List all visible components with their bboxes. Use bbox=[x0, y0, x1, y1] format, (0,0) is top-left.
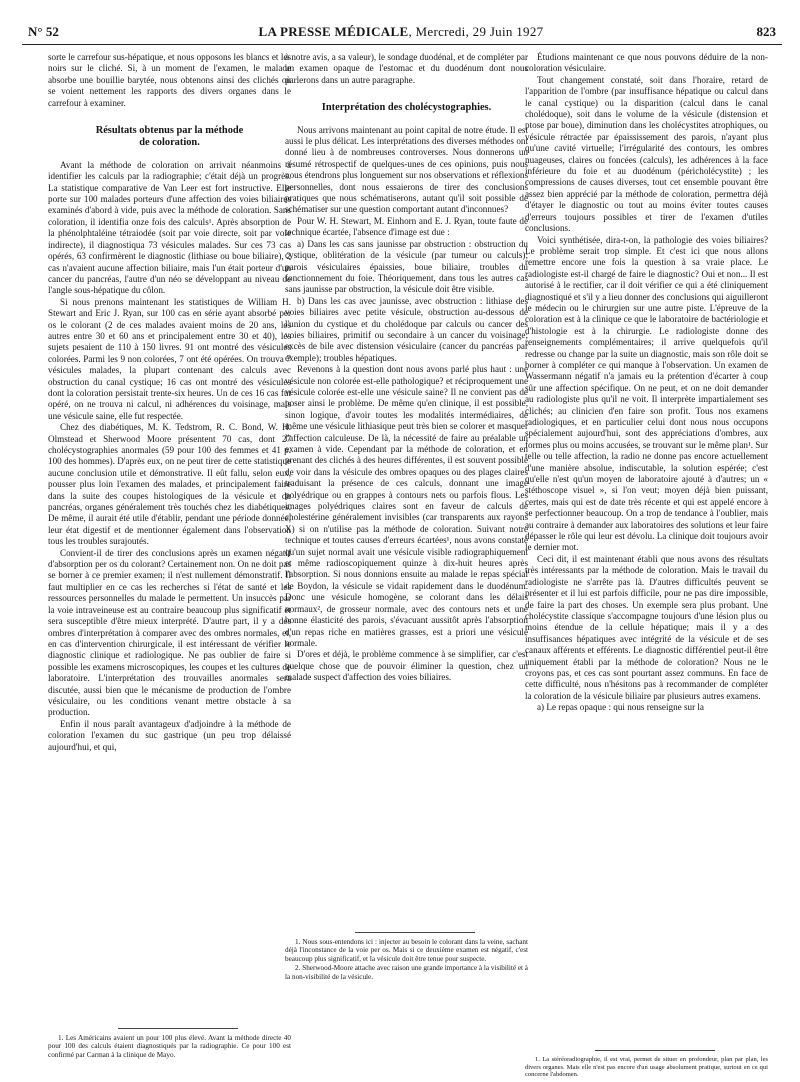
paragraph: a) Le repas opaque : qui nous renseigne sur la bbox=[537, 702, 704, 713]
page-header bbox=[22, 22, 780, 44]
section-heading-resultats: Résultats obtenus par la méthode de coloration. bbox=[95, 125, 244, 149]
header-rule bbox=[22, 44, 782, 45]
footnotes-column-1 bbox=[48, 1028, 291, 1060]
column-1 bbox=[48, 52, 291, 753]
paragraph: a) Dans les cas sans jaunisse par obstruction : obstruction du cystique, oblitération de la vésicule (par tumeur ou calculs); parois vésiculaires épaissies, boue biliaire, troubles du fonctionnement du foie. Théoriquement, dans tous les autres cas sans jaunisse par obstruction, la vésicule doit être visible. bbox=[285, 238, 528, 295]
paragraph: Revenons à la question dont nous avons parlé plus haut : une vésicule non colorée est-elle pathologique? et réciproquement une vésicule colorée est-elle une vésicule saine? Il ne convient pas de poser ainsi le problème. De même qu'en clinique, il est possible, sinon logique, d'avoir toutes les modalités intermédiaires, de même une vésicule lithiasique peut très bien se colorer et masquer l'affection calculeuse. De là, la nécessité de faire au préalable un examen à vide. Cependant par la méthode de coloration, et en prenant des clichés à des heures différentes, il est souvent possible de voir dans la vésicule des ombres opaques ou des plages claires traduisant la présence de ces calculs, donnant une image polyédrique ou en grappes à contours nets ou parfois flous. Les images polyédriques claires sont en faveur de calculs de cholestérine généralement invisibles (car transparents aux rayons X) si on n'utilise pas la méthode de coloration. Suivant notre technique et toutes causes d'erreurs écartées¹, nous avons constaté qu'un sujet normal avait une vésicule visible radiographiquement et même radioscopiquement quinze à dix-huit heures après l'absorption. Si nous donnions ensuite au malade le repas spécial de Boydon, la vésicule se vidait rapidement dans le duodénum. Donc une vésicule homogène, se colorant dans les délais normaux², de grosseur normale, avec des contours nets et une bonne élasticité des parois, s'évacuant aussitôt après l'absorption d'un repas riche en matières grasses, est a priori une vésicule normale. bbox=[285, 364, 528, 648]
column-3 bbox=[525, 52, 768, 714]
footnote-rule bbox=[355, 932, 475, 933]
footnote: 2. Sherwood-Moore attache avec raison une grande importance à la visibilité et à la non-visibilité de la vésicule. bbox=[285, 964, 528, 981]
paragraph: Avant la méthode de coloration on arrivait néanmoins à identifier les calculs par la radiographie; c'était déjà un progrès. La statistique comparative de Van Leer est fort instructive. Elle porte sur 100 malades porteurs d'une affection des voies biliaires examinés d'abord à vide, puis avec la méthode de coloration. Sans coloration, il identifia onze fois des calculs¹. Après absorption de la phénolphtaléine tétraiodée (soit par voie directe, soit par voie indirecte), il diagnostiqua 73 vésicules malades. Sur ces 73 cas opérés, 63 confirmèrent le diagnostic (lithiase ou boue biliaire), 2 cas n'avaient aucune affection biliaire, mais l'un était porteur d'un cancer du pancréas, l'autre d'un néo se développant au niveau de l'angle sous-hépatique du côlon. bbox=[48, 159, 291, 296]
journal-title: LA PRESSE MÉDICALE bbox=[258, 24, 409, 39]
footnote-rule bbox=[118, 1028, 238, 1029]
paragraph: Enfin il nous paraît avantageux d'adjoindre à la méthode de coloration l'examen du suc gastrique (un peu trop délaissé aujourd'hui, et qui, bbox=[48, 718, 291, 752]
paragraph: sorte le carrefour sus-hépatique, et nous opposons les blancs et les noirs sur le cliché. Si, à un moment de l'examen, le malade absorbe une bouillie barytée, nous obtenons ainsi des clichés où se voient nettement les rapports des divers organes dans le carrefour à examiner. bbox=[48, 52, 291, 108]
paragraph: Voici synthétisée, dira-t-on, la pathologie des voies biliaires? Le problème serait trop simple. Et c'est ici que nous allons remettre encore une fois la question à sa vraie place. Le radiologiste est-il chargé de faire le diagnostic? Oui et non... Il est autorisé à le rectifier, car il doit vérifier ce qui a été cliniquement diagnostiqué et s'il y a lieu donner des conclusions qui aiguilleront le médecin ou le chirurgien sur une autre piste. L'épreuve de la coloration est à la clinique ce que le laboratoire de bactériologie et d'histologie est à la chirurgie. Le radiologiste donne des renseignements complémentaires; il arrive quelquefois qu'il redresse ou change par la suite un diagnostic, mais son rôle doit se borner à compléter ce qui manque à l'observation. Un examen de Wassermann négatif n'a jamais eu la prétention d'écarter à coup sûr une affection spécifique. On ne peut, et on ne doit demander au radiologiste plus qu'il ne voit. Il interprète impartialement ses clichés; au clinicien d'en faire son profit. Tous nos examens radiologiques, et en particulier celui dont nous nous occupons spécialement aujourd'hui, sont des appréciations d'ombres, aux formes plus ou moins accusées, se trouvant sur le même plan¹. Sur telle ou telle affection, la radio ne donne pas encore actuellement d'une manière absolue, indiscutable, la solution espérée; c'est qu'elle n'est qu'un moyen de laboratoire ajouté à d'autres; un « stéthoscope visuel », si l'on veut; moyen déjà bien puissant, certes, mais qui est de date très récente et qui est appelé encore à se perfectionner beaucoup. On a trop de tendance à l'oublier, mais au contraire à demander aux laboratoires des solutions et leur faire dépasser le rôle qui leur est dévolu. La clinique doit toujours avoir le dernier mot. bbox=[525, 234, 768, 553]
paragraph: Tout changement constaté, soit dans l'horaire, retard de l'apparition de l'ombre (par insuffisance hépatique ou calcul dans le canal cystique) ou la disparition (calcul dans le canal cholédoque), soit dans le volume de la vésicule (distension et ptose par boue), diminution dans les cholécystites atrophiques, ou vésicule rétractée par épaississement des parois, n'ayant plus qu'une cavité virtuelle; l'irrégularité des contours, les ombres nuageuses, claires ou foncées (calculs), les adhérences à la face inférieure du foie et au duodénum (péricholécystite) ; les compressions de causes diverses, tout cet ensemble pouvant être assez bien apprécié par la méthode de coloration, permettra déjà d'étayer le diagnostic ou tout au moins éviter toutes causes d'erreurs toujours possibles et tirer de l'examen d'utiles conclusions. bbox=[525, 74, 768, 234]
footnote-rule bbox=[595, 1050, 715, 1051]
paragraph: Ceci dit, il est maintenant établi que nous avons des résultats très intéressants par la méthode de coloration. Mais le travail du radiologiste ne s'arrête pas là. D'autres difficultés peuvent se présenter et il lui est parfois difficile, pour ne pas dire impossible, de faire la part des choses. Un exemple sera plus probant. Une cholécystite classique s'accompagne toujours d'une lésion plus ou moins étendue de la cellule hépatique; mais il y a des insuffisances hépatiques avec intégrité de la vésicule et de ses canaux afférents et efférents. Le diagnostic différentiel peut-il être uniquement établi par la méthode de coloration? Nous ne le croyons pas, et ces cas sont pourtant assez communs. En face de cette difficulté, nous n'hésitons pas à recommander de compléter la coloration de la vésicule biliaire par plusieurs autres examens. bbox=[525, 553, 768, 701]
footnotes-column-2 bbox=[285, 932, 528, 982]
journal-title-line bbox=[22, 24, 780, 40]
paragraph: Chez des diabétiques, M. K. Tedstrom, R. C. Bond, W. H. Olmstead et Sherwood Moore présentent 70 cas, dont 27 cholécystographies anormales (59 pour 100 des femmes et 41 p. 100 des hommes). D'après eux, on ne peut tirer de cette statistique aucune conclusion utile et démonstrative. Il eût fallu, selon eux, pousser plus loin l'examen des malades, et principalement faire dans la suite des coupes histologiques de la vésicule et du pancréas, organes généralement très touchés chez les diabétiques. De même, il aurait été utile d'établir, pendant une période donnée, leur état digestif et de mentionner également dans l'observation tous les troubles surajoutés. bbox=[48, 422, 291, 547]
paragraph: Si nous prenons maintenant les statistiques de William H. Stewart and Eric J. Ryan, sur 100 cas en série ayant absorbé per os le colorant (2 de ces malades avaient moins de 20 ans, les autres entre 30 et 60 ans et principalement entre 30 et 40), les sujets pesaient de 110 à 150 livres. 91 ont montré des vésicules colorées. Parmi les 9 non colorées, 7 ont été opérées. On trouva 7 vésicules malades, la plupart contenant des calculs avec obstruction du canal cystique; 16 cas ont montré des vésicules dont la coloration persistait trente-six heures. Un de ces 16 cas fut opéré, on ne trouva ni calcul, ni adhérences du voisinage, mais une vésicule saine, elle fut respectée. bbox=[48, 296, 291, 421]
issue-number: N° 52 bbox=[28, 24, 59, 39]
footnote: 1. Les Américains avaient un pour 100 plus élevé. Avant la méthode directe 40 pour 100 des calculs étaient diagnostiqués par la radiographie. Ce pour 100 est confirmé par Carman à la clinique de Mayo. bbox=[48, 1034, 291, 1059]
paragraph: D'ores et déjà, le problème commence à se simplifier, car c'est quelque chose que de pouvoir éliminer la question, chez un malade suspect d'affection des voies biliaires. bbox=[285, 649, 528, 683]
paragraph: b) Dans les cas avec jaunisse, avec obstruction : lithiase des voies biliaires avec petite vésicule, obstruction au-dessous de l'union du cystique et du cholédoque par calculs ou cancer des voies biliaires, primitif ou secondaire à un cancer du voisinage; excès de bile avec distension vésiculaire (cancer du pancréas par exemple); troubles hépatiques. bbox=[285, 295, 528, 363]
paragraph: Nous arrivons maintenant au point capital de notre étude. Il est aussi le plus délicat. Les interprétations des diverses méthodes ont donné lieu à de nombreuses controverses. Nous donnerons un résumé rétrospectif de quelques-unes de ces opinions, puis nous nous étendrons plus longuement sur nos observations et réflexions personnelles, dont nous essaierons de tirer des conclusions pratiques que nous schématiserons, autant qu'il soit possible de schématiser sur une question comportant autant d'inconnues? bbox=[285, 124, 528, 215]
page-number: 823 bbox=[756, 24, 776, 39]
paragraph: Convient-il de tirer des conclusions après un examen négatif d'absorption per os du colorant? Certainement non. On ne doit pas se borner à ce premier examen; il n'est nullement démonstratif. Il faut multiplier en ce cas les recherches si l'état de santé et les ressources personnelles du malade le permettent. Un insuccès par la voie intraveineuse est au contraire beaucoup plus significatif et sera susceptible d'être mieux interprété. D'autre part, il y a des ombres d'interprétation à comparer avec des ombres normales, et, en cas d'intervention chirurgicale, il est intéressant de vérifier le diagnostic clinique et radiologique. Ne pas oublier de faire si possible les examens microscopiques, les coupes et les cultures de laboratoire. L'interprétation des trouvailles anormales sera discutée, aussi bien que le mécanisme de production de l'ombre vésiculaire, ou les conditions venant mettre obstacle à sa production. bbox=[48, 547, 291, 718]
footnote: 1. La stéréoradiographie, il est vrai, permet de situer en profondeur, plan par plan, les divers organes. Mais elle n'est pas encore d'un usage absolument pratique, surtout en ce qui concerne l'abdomen. bbox=[525, 1056, 768, 1079]
issue-date: , Mercredi, 29 Juin 1927 bbox=[408, 24, 544, 39]
column-2 bbox=[285, 52, 528, 684]
footnotes-column-3 bbox=[525, 1050, 768, 1080]
paragraph: Étudions maintenant ce que nous pouvons déduire de la non-coloration vésiculaire. bbox=[525, 52, 768, 74]
paragraph: Pour W. H. Stewart, M. Einhorn and E. J. Ryan, toute faute de technique écartée, l'absence d'image est due : bbox=[285, 215, 528, 238]
paragraph: à notre avis, a sa valeur), le sondage duodénal, et de compléter par un examen opaque de l'estomac et du duodénum dont nous parlerons dans un autre paragraphe. bbox=[285, 52, 528, 85]
footnote: 1. Nous sous-entendons ici : injecter au besoin le colorant dans la veine, sachant déjà l'inconstance de la voie per os. Mais si ce deuxième examen est négatif, c'est beaucoup plus significatif, et la vésicule doit être tenue pour suspecte. bbox=[285, 938, 528, 963]
section-heading-interpretation: Interprétation des cholécystographies. bbox=[321, 102, 492, 114]
